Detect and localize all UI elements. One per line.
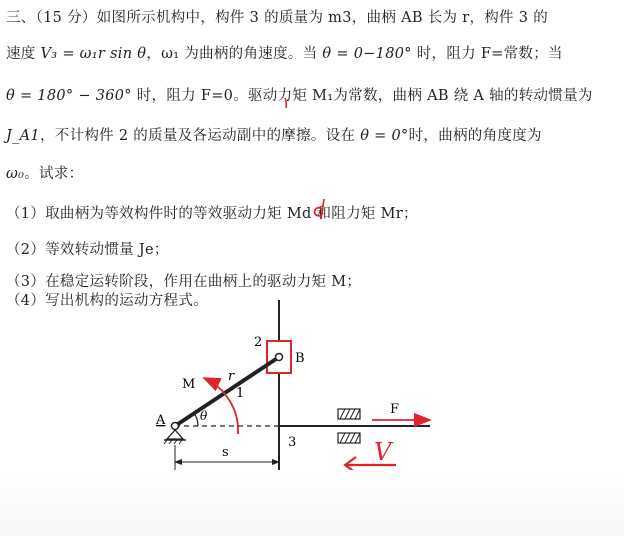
problem-score: （15 分） xyxy=(35,10,97,26)
speed-label: 速度 xyxy=(6,46,36,62)
pivot-A xyxy=(172,423,179,430)
theta-range-1: θ = 0−180° xyxy=(322,46,412,62)
ground-support-icon xyxy=(167,430,183,439)
problem-number: 三、 xyxy=(6,10,36,26)
theta-zero: θ = 0° xyxy=(360,128,409,144)
problem-text-5: 。试求： xyxy=(24,166,84,182)
question-4: （4）写出机构的运动方程式。 xyxy=(6,293,208,309)
question-2: （2）等效转动惯量 Je； xyxy=(6,242,169,258)
question-1: （1）取曲柄为等效构件时的等效驱动力矩 Md 和阻力矩 Mr； xyxy=(6,206,418,222)
label-F: F xyxy=(390,402,400,417)
label-A: A xyxy=(156,413,166,428)
label-handwritten-v: V xyxy=(374,438,392,466)
problem-line-4 xyxy=(6,124,542,145)
question-3: （3）在稳定运转阶段，作用在曲柄上的驱动力矩 M； xyxy=(6,274,362,290)
label-3: 3 xyxy=(288,435,297,450)
problem-text-2b: 时，阻力 F=常数；当 xyxy=(416,46,563,62)
label-1: 1 xyxy=(236,386,245,401)
label-r: r xyxy=(228,369,235,384)
omega0-symbol: ω₀ xyxy=(6,166,25,182)
guide-bearing-bottom xyxy=(338,433,360,443)
label-s: s xyxy=(222,445,229,460)
label-M: M xyxy=(182,377,196,392)
problem-text-1: 如图所示机构中，构件 3 的质量为 m3，曲柄 AB 长为 r，构件 3 的 xyxy=(96,10,548,26)
problem-line-5 xyxy=(6,162,83,183)
theta-arc xyxy=(194,413,198,426)
handwritten-d-icon xyxy=(310,196,332,222)
problem-line-2 xyxy=(6,42,563,63)
problem-text-2: ，ω₁ 为曲柄的角速度。当 xyxy=(146,46,318,62)
label-2: 2 xyxy=(254,335,263,350)
label-B: B xyxy=(295,351,305,366)
problem-text-4: ，不计构件 2 的质量及各运动副中的摩擦。设在 xyxy=(39,128,356,144)
problem-line-1 xyxy=(6,6,548,27)
label-theta: θ xyxy=(200,409,208,423)
bottom-panel xyxy=(0,470,624,536)
problem-line-3 xyxy=(6,84,593,105)
handwritten-mark-icon xyxy=(282,96,292,110)
problem-text-4b: 时，曲柄的角度度为 xyxy=(408,128,542,144)
speed-formula: V₃ = ω₁r sin θ xyxy=(40,46,147,62)
crank-AB xyxy=(175,359,276,426)
problem-text-3: 时，阻力 F=0。驱动力矩 M₁为常数，曲柄 AB 绕 A 轴的转动惯量为 xyxy=(136,88,593,104)
inertia-symbol: J_A1 xyxy=(6,128,40,144)
guide-bearing-top xyxy=(338,409,360,419)
theta-range-2: θ = 180° − 360° xyxy=(6,88,132,104)
joint-B xyxy=(276,354,283,361)
